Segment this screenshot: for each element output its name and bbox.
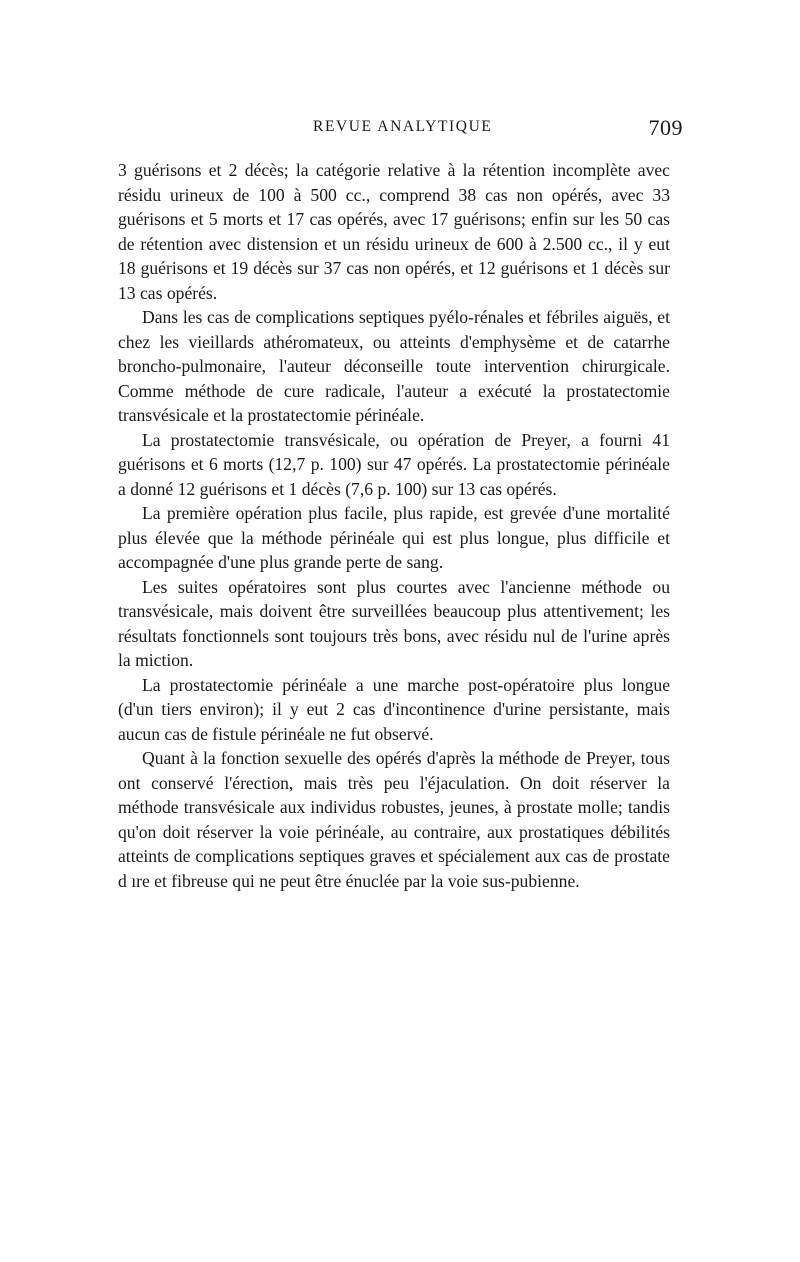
paragraph-postoperative-perineal: La prostatectomie périnéale a une marche post-opératoire plus longue (d'un tiers environ); il y eut 2 cas d'incontinence d'urine persistante, mais aucun cas de fistule périnéale ne fut observé.	[118, 674, 670, 744]
running-title: REVUE ANALYTIQUE	[313, 118, 493, 135]
page-number: 709	[648, 115, 683, 140]
paragraph-contraindications: Dans les cas de complications septiques pyélo-rénales et fébriles aiguës, et chez les vieillards athéromateux, ou atteints d'emphysème et de catarrhe broncho-pulmonaire, l'auteur déconseille toute intervention chirurgicale. Comme méthode de cure radicale, l'auteur a exécuté la prostatectomie transvésicale et la prostatectomie périnéale.	[118, 307, 670, 425]
paragraph-results: La prostatectomie transvésicale, ou opération de Preyer, a fourni 41 guérisons et 6 morts (12,7 p. 100) sur 47 opérés. La prostatectomie périnéale a donné 12 guérisons et 1 décès (7,6 p. 100) sur 13 cas opérés.	[118, 429, 670, 499]
body-text	[118, 158, 670, 893]
paragraph-first-operation: La première opération plus facile, plus rapide, est grevée d'une mortalité plus élevée que la méthode périnéale qui est plus longue, plus difficile et accompagnée d'une plus grande perte de sang.	[118, 503, 670, 572]
running-head	[118, 115, 683, 148]
paragraph-retention-statistics: 3 guérisons et 2 décès; la catégorie relative à la rétention incomplète avec résidu urineux de 100 à 500 cc., comprend 38 cas non opérés, avec 33 guérisons et 5 morts et 17 cas opérés, avec 17 guérisons; enfin sur les 50 cas de rétention avec distension et un résidu urineux de 600 à 2.500 cc., il y eut 18 guérisons et 19 décès sur 37 cas non opérés, et 12 guérisons et 1 décès sur 13 cas opérés.	[118, 160, 670, 303]
paragraph-postoperative-transvesical: Les suites opératoires sont plus courtes avec l'ancienne méthode ou transvésicale, mais doivent être surveillées beaucoup plus attentivement; les résultats fonctionnels sont toujours très bons, avec résidu nul de l'urine après la miction.	[118, 576, 670, 670]
paragraph-sexual-function: Quant à la fonction sexuelle des opérés d'après la méthode de Preyer, tous ont conservé l'érection, mais très peu l'éjaculation. On doit réserver la méthode transvésicale aux individus robustes, jeunes, à prostate molle; tandis qu'on doit réserver la voie périnéale, au contraire, aux prostatiques débilités atteints de complications septiques graves et spécialement aux cas de prostate d ıre et fibreuse qui ne peut être énuclée par la voie sus-pubienne.	[118, 748, 670, 891]
